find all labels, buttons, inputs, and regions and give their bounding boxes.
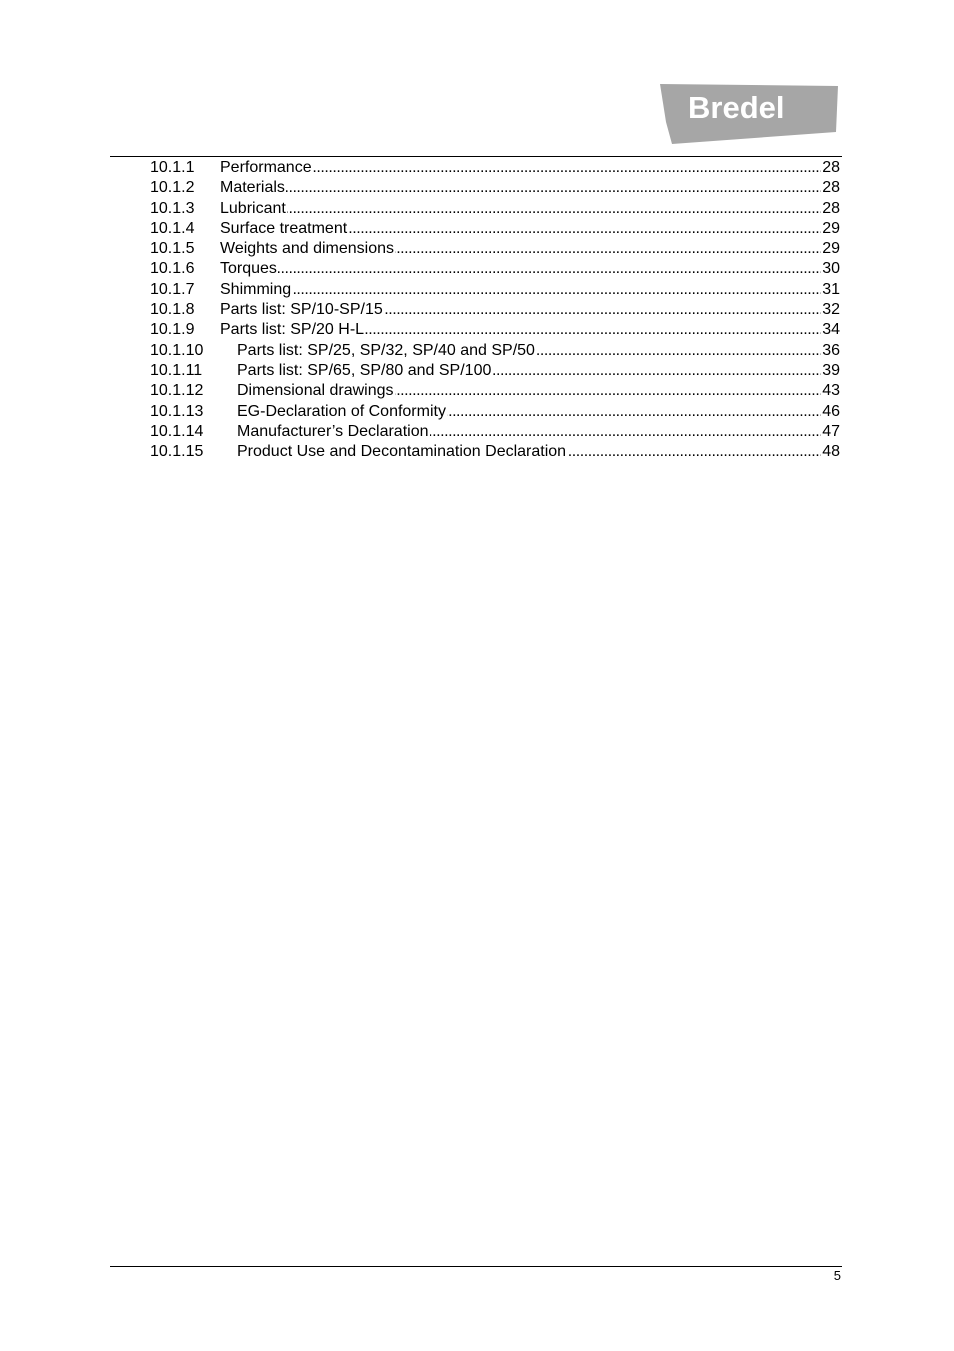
toc-entry[interactable] bbox=[150, 280, 840, 300]
toc-entry-page: 30 bbox=[822, 260, 840, 278]
toc-entry-page: 39 bbox=[822, 361, 840, 379]
toc-entry[interactable] bbox=[150, 442, 840, 462]
toc-entry-title: Parts list: SP/65, SP/80 and SP/100 bbox=[237, 361, 492, 379]
toc-entry[interactable] bbox=[150, 402, 840, 422]
toc-entry-page: 36 bbox=[822, 341, 840, 359]
toc-entry[interactable] bbox=[150, 320, 840, 340]
toc-entry-number: 10.1.11 bbox=[150, 361, 203, 379]
toc-entry-number: 10.1.9 bbox=[150, 321, 195, 339]
toc-entry-title: EG-Declaration of Conformity bbox=[237, 402, 446, 420]
toc-entry[interactable] bbox=[150, 422, 840, 442]
toc-entry-number: 10.1.10 bbox=[150, 341, 204, 359]
toc-dot-leader bbox=[365, 320, 821, 340]
toc-dot-leader bbox=[278, 259, 821, 279]
toc-entry-title: Parts list: SP/25, SP/32, SP/40 and SP/50 bbox=[237, 341, 535, 359]
toc-entry-number: 10.1.2 bbox=[150, 179, 195, 197]
toc-entry-title: Parts list: SP/20 H-L bbox=[220, 321, 365, 339]
toc-entry-page: 43 bbox=[822, 382, 840, 400]
header-rule bbox=[110, 156, 842, 157]
toc-entry-title: Materials bbox=[220, 179, 285, 197]
toc-dot-leader bbox=[384, 300, 821, 320]
toc-entry[interactable] bbox=[150, 158, 840, 178]
toc-entry-page: 28 bbox=[822, 199, 840, 217]
toc-entry-title: Product Use and Decontamination Declaration bbox=[237, 443, 567, 461]
toc-entry[interactable] bbox=[150, 361, 840, 381]
toc-entry-page: 29 bbox=[822, 219, 840, 237]
toc-entry-page: 46 bbox=[822, 402, 840, 420]
toc-entry-page: 28 bbox=[822, 159, 840, 176]
toc-entry-title: Dimensional drawings bbox=[237, 382, 394, 400]
toc-entry[interactable] bbox=[150, 219, 840, 239]
toc-dot-leader bbox=[395, 381, 822, 401]
toc-entry[interactable] bbox=[150, 381, 840, 401]
toc-entry-title: Performance bbox=[220, 159, 312, 176]
toc-entry-page: 31 bbox=[822, 280, 840, 298]
page-number: 5 bbox=[833, 1268, 841, 1283]
toc-entry-number: 10.1.13 bbox=[150, 402, 204, 420]
logo-text: Bredel bbox=[688, 90, 785, 125]
toc-entry[interactable] bbox=[150, 239, 840, 259]
toc-entry-title: Surface treatment bbox=[220, 219, 348, 237]
toc-dot-leader bbox=[536, 341, 821, 361]
toc-entry-title: Lubricant bbox=[220, 199, 286, 217]
toc-entry[interactable] bbox=[150, 259, 840, 279]
toc-dot-leader bbox=[567, 442, 821, 462]
toc-entry-page: 32 bbox=[822, 301, 840, 319]
toc-entry-number: 10.1.7 bbox=[150, 280, 195, 298]
toc-entry-number: 10.1.12 bbox=[150, 382, 204, 400]
toc-entry-number: 10.1.15 bbox=[150, 443, 204, 461]
toc-entry-page: 34 bbox=[822, 321, 840, 339]
toc-entry-number: 10.1.1 bbox=[150, 159, 195, 176]
toc-entry-number: 10.1.5 bbox=[150, 240, 195, 258]
toc-dot-leader bbox=[430, 422, 822, 442]
table-of-contents bbox=[150, 158, 840, 462]
toc-dot-leader bbox=[292, 280, 821, 300]
toc-dot-leader bbox=[395, 239, 821, 259]
toc-entry-page: 29 bbox=[822, 240, 840, 258]
toc-entry[interactable] bbox=[150, 178, 840, 198]
toc-dot-leader bbox=[492, 361, 821, 381]
toc-dot-leader bbox=[286, 178, 821, 198]
toc-entry-page: 48 bbox=[822, 443, 840, 461]
toc-entry-title: Shimming bbox=[220, 280, 292, 298]
toc-entry[interactable] bbox=[150, 341, 840, 361]
toc-entry-number: 10.1.3 bbox=[150, 199, 195, 217]
toc-entry-number: 10.1.8 bbox=[150, 301, 195, 319]
bredel-logo bbox=[656, 82, 840, 146]
toc-entry-page: 28 bbox=[822, 179, 840, 197]
toc-entry-title: Parts list: SP/10-SP/15 bbox=[220, 301, 383, 319]
footer-rule bbox=[110, 1266, 842, 1267]
toc-entry[interactable] bbox=[150, 300, 840, 320]
toc-entry-title: Weights and dimensions bbox=[220, 240, 395, 258]
toc-dot-leader bbox=[313, 158, 822, 178]
toc-entry-page: 47 bbox=[822, 422, 840, 440]
toc-dot-leader bbox=[447, 402, 821, 422]
toc-dot-leader bbox=[287, 199, 821, 219]
toc-entry-title: Torques bbox=[220, 260, 277, 278]
toc-entry-title: Manufacturer’s Declaration bbox=[237, 422, 429, 440]
toc-entry-number: 10.1.6 bbox=[150, 260, 195, 278]
toc-entry-number: 10.1.4 bbox=[150, 219, 195, 237]
toc-entry-number: 10.1.14 bbox=[150, 422, 204, 440]
toc-dot-leader bbox=[348, 219, 821, 239]
toc-entry[interactable] bbox=[150, 199, 840, 219]
